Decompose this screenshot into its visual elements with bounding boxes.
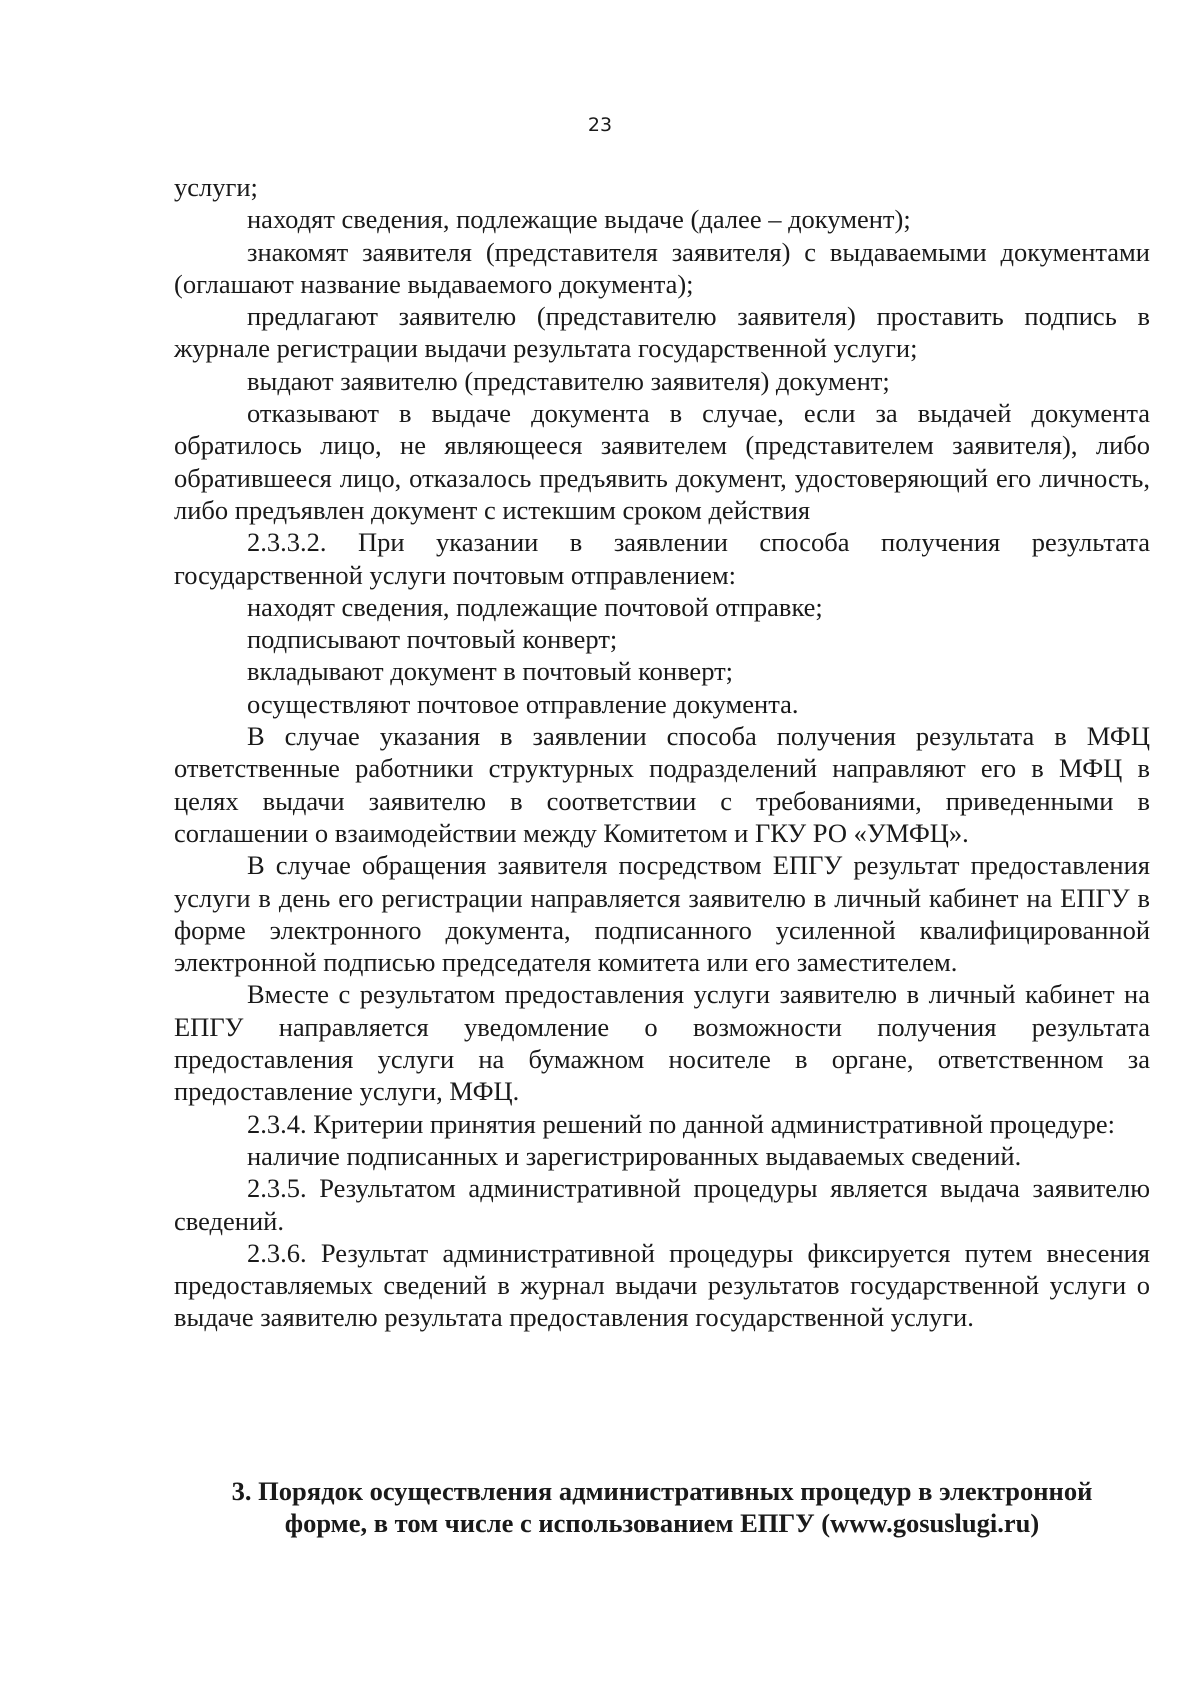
paragraph: Вместе с результатом предоставления услуги заявителю в личный кабинет на ЕПГУ направляется уведомление о возможности получения результата предоставления услуги на бумажном носителе в органе, ответственном за предоставление услуги, МФЦ. [174, 979, 1150, 1107]
paragraph: 2.3.5. Результатом административной процедуры является выдача заявителю сведений. [174, 1173, 1150, 1236]
paragraph: предлагают заявителю (представителю заявителя) проставить подпись в журнале регистрации выдачи результата государственной услуги; [174, 301, 1150, 364]
paragraph: наличие подписанных и зарегистрированных выдаваемых сведений. [247, 1140, 1022, 1171]
body-text [174, 171, 1150, 1334]
paragraph: услуги; [174, 172, 258, 202]
paragraph: вкладывают документ в почтовый конверт; [247, 656, 734, 687]
section-heading-line: форме, в том числе с использованием ЕПГУ (www.gosuslugi.ru) [284, 1508, 1040, 1539]
paragraph: В случае указания в заявлении способа получения результата в МФЦ ответственные работники структурных подразделений направляют его в МФЦ в целях выдачи заявителю в соответствии с требованиями, приведенными в соглашении о взаимодействии между Комитетом и ГКУ РО «УМФЦ». [174, 721, 1150, 848]
paragraph: В случае обращения заявителя посредством ЕПГУ результат предоставления услуги в день его регистрации направляется заявителю в личный кабинет на ЕПГУ в форме электронного документа, подписанного усиленной квалифицированной электронной подписью председателя комитета или его заместителем. [174, 850, 1150, 978]
section-heading [174, 1475, 1150, 1540]
paragraph: находят сведения, подлежащие выдаче (далее – документ); [247, 204, 911, 235]
paragraph: находят сведения, подлежащие почтовой отправке; [247, 591, 823, 622]
paragraph: отказывают в выдаче документа в случае, если за выдачей документа обратилось лицо, не являющееся заявителем (представителем заявителя), либо обратившееся лицо, отказалось предъявить документ, удостоверяющий его личность, либо предъявлен документ с истекшим сроком действия [174, 398, 1150, 525]
paragraph: подписывают почтовый конверт; [247, 624, 618, 655]
paragraph: осуществляют почтовое отправление документа. [247, 688, 799, 719]
section-heading-line: 3. Порядок осуществления административных процедур в электронной [231, 1476, 1093, 1506]
paragraph: выдают заявителю (представителю заявителя) документ; [247, 365, 890, 396]
paragraph: знакомят заявителя (представителя заявителя) с выдаваемыми документами (оглашают название выдаваемого документа); [174, 236, 1150, 299]
page-number: 23 [587, 114, 613, 136]
paragraph: 2.3.6. Результат административной процедуры фиксируется путем внесения предоставляемых сведений в журнал выдачи результатов государственной услуги о выдаче заявителю результата предоставления государственной услуги. [174, 1237, 1150, 1333]
paragraph: 2.3.3.2. При указании в заявлении способа получения результата государственной услуги почтовым отправлением: [174, 527, 1150, 590]
paragraph: 2.3.4. Критерии принятия решений по данной административной процедуре: [247, 1108, 1116, 1139]
